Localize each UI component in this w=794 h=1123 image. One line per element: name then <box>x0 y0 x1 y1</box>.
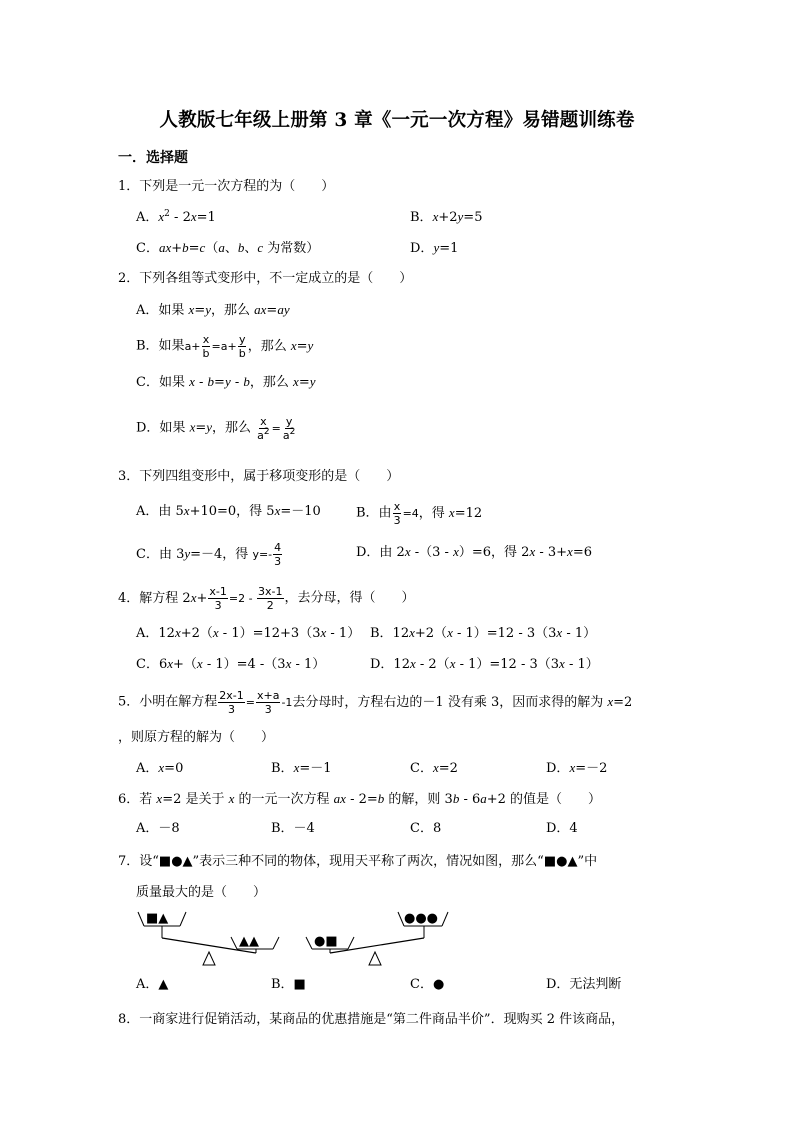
question-7-option-b[interactable]: B．■ <box>271 977 306 992</box>
question-6-stem: 6．若 x=2 是关于 x 的一元一次方程 ax - 2=b 的解，则 3b - 6a+2 的值是（ ） <box>118 791 602 807</box>
question-6-option-b[interactable]: B．－4 <box>271 821 315 836</box>
question-7-option-a[interactable]: A．▲ <box>136 977 169 992</box>
q3-option-c-expression: y=- $\frac{4}{3}$ <box>252 541 282 568</box>
q2-option-b-expression: a+ $\frac{x}{b}$ =a+ $\frac{y}{b}$ <box>184 333 246 360</box>
page-title: 人教版七年级上册第 3 章《一元一次方程》易错题训练卷 <box>159 110 635 131</box>
question-4-option-a[interactable]: A．12x+2（x - 1）=12+3（3x - 1） <box>136 625 361 641</box>
question-7-option-c[interactable]: C．● <box>410 977 445 992</box>
q5-stem-suffix: 去分母时，方程右边的－1 没有乘 3，因而求得的解为 x=2 <box>292 693 633 710</box>
q3-option-c-prefix: C．由 3y=－4，得 <box>136 545 253 562</box>
question-1-option-a[interactable]: A．$x^2 - 2x=1$ <box>136 209 216 225</box>
question-5-option-b[interactable]: B．x=－1 <box>271 760 332 776</box>
q5-stem-expression: $\frac{2x-1}{3}$ = $\frac{x+a}{3}$ -1 <box>219 689 293 716</box>
question-1-option-b[interactable]: B．x+2y=5 <box>410 209 483 225</box>
q2-option-b-suffix: ，那么 x=y <box>247 337 314 354</box>
q5-stem-prefix: 5．小明在解方程 <box>118 694 218 710</box>
question-2-option-a[interactable]: A．如果 x=y，那么 ax=ay <box>136 302 290 318</box>
question-6-option-a[interactable]: A．－8 <box>136 821 180 836</box>
question-3-stem: 3．下列四组变形中，属于移项变形的是（ ） <box>118 469 400 484</box>
question-4-option-c[interactable]: C．6x+（x - 1）=4 -（3x - 1） <box>136 656 326 672</box>
question-3-option-a[interactable]: A．由 5x+10=0，得 5x=－10 <box>136 503 321 519</box>
question-5-option-c[interactable]: C．x=2 <box>410 760 458 776</box>
section-heading: 一．选择题 <box>118 150 188 166</box>
question-2-option-c[interactable]: C．如果 x - b=y - b，那么 x=y <box>136 374 316 390</box>
question-6-option-d[interactable]: D．4 <box>546 821 578 836</box>
question-6-option-c[interactable]: C．8 <box>410 821 442 836</box>
q2-option-b-prefix: B．如果 <box>136 338 185 354</box>
question-3-option-d[interactable]: D．由 2x -（3 - x）=6，得 2x - 3+x=6 <box>356 544 592 560</box>
question-5-stem <box>118 689 632 716</box>
question-7-stem-line1: 7．设“■●▲”表示三种不同的物体，现用天平称了两次，情况如图，那么“■●▲”中 <box>118 854 598 869</box>
q4-stem-expression: $\frac{x-1}{3}$ =2 - $\frac{3x-1}{2}$ <box>209 585 283 612</box>
scale-1-left-pan-items: ■▲ <box>146 911 169 926</box>
question-5-option-a[interactable]: A．x=0 <box>136 760 184 776</box>
question-1-option-d[interactable]: D．y=1 <box>410 240 459 256</box>
q2-option-d-expression: $\frac{x}{a^2}$ = $\frac{y}{a^2}$ <box>257 415 296 442</box>
question-3-option-c[interactable] <box>136 541 283 568</box>
question-1-option-c[interactable]: C．ax+b=c（a、b、c 为常数） <box>136 240 320 256</box>
balance-scale-1 <box>136 904 286 968</box>
question-5-option-d[interactable]: D．x=－2 <box>546 760 608 776</box>
scale-2-left-pan-items: ●■ <box>314 934 338 949</box>
question-3-option-b[interactable] <box>356 500 482 527</box>
question-4-stem <box>118 585 415 612</box>
question-7-option-d[interactable]: D．无法判断 <box>546 977 622 992</box>
question-4-option-b[interactable]: B．12x+2（x - 1）=12 - 3（3x - 1） <box>370 625 597 641</box>
scale-2-right-pan-items: ●●● <box>404 911 439 926</box>
q3-option-b-expression: $\frac{x}{3}$ =4 <box>393 500 419 527</box>
question-4-option-d[interactable]: D．12x - 2（x - 1）=12 - 3（3x - 1） <box>370 656 599 672</box>
q3-option-b-suffix: ，得 x=12 <box>418 504 483 521</box>
question-2-stem: 2．下列各组等式变形中，不一定成立的是（ ） <box>118 271 413 286</box>
question-7-stem-line2: 质量最大的是（ ） <box>136 885 267 900</box>
question-8-stem: 8．一商家进行促销活动，某商品的优惠措施是“第二件商品半价”．现购买 2 件该商品， <box>118 1012 625 1027</box>
q4-stem-prefix: 4．解方程 2x+ <box>118 589 208 606</box>
question-1-stem: 1．下列是一元一次方程的为（ ） <box>118 179 335 194</box>
q4-stem-suffix: ，去分母，得（ ） <box>284 590 415 606</box>
q3-option-b-prefix: B．由 <box>356 505 392 521</box>
scale-1-right-pan-items: ▲▲ <box>239 934 259 949</box>
question-2-option-d[interactable]: D．如果 x=y，那么 $\frac{x}{a^2}$ = $\frac{y}{a^2}$ <box>136 415 296 442</box>
question-2-option-b[interactable] <box>136 333 313 360</box>
question-5-stem-line2: ，则原方程的解为（ ） <box>118 730 275 745</box>
balance-scale-2 <box>300 904 450 968</box>
